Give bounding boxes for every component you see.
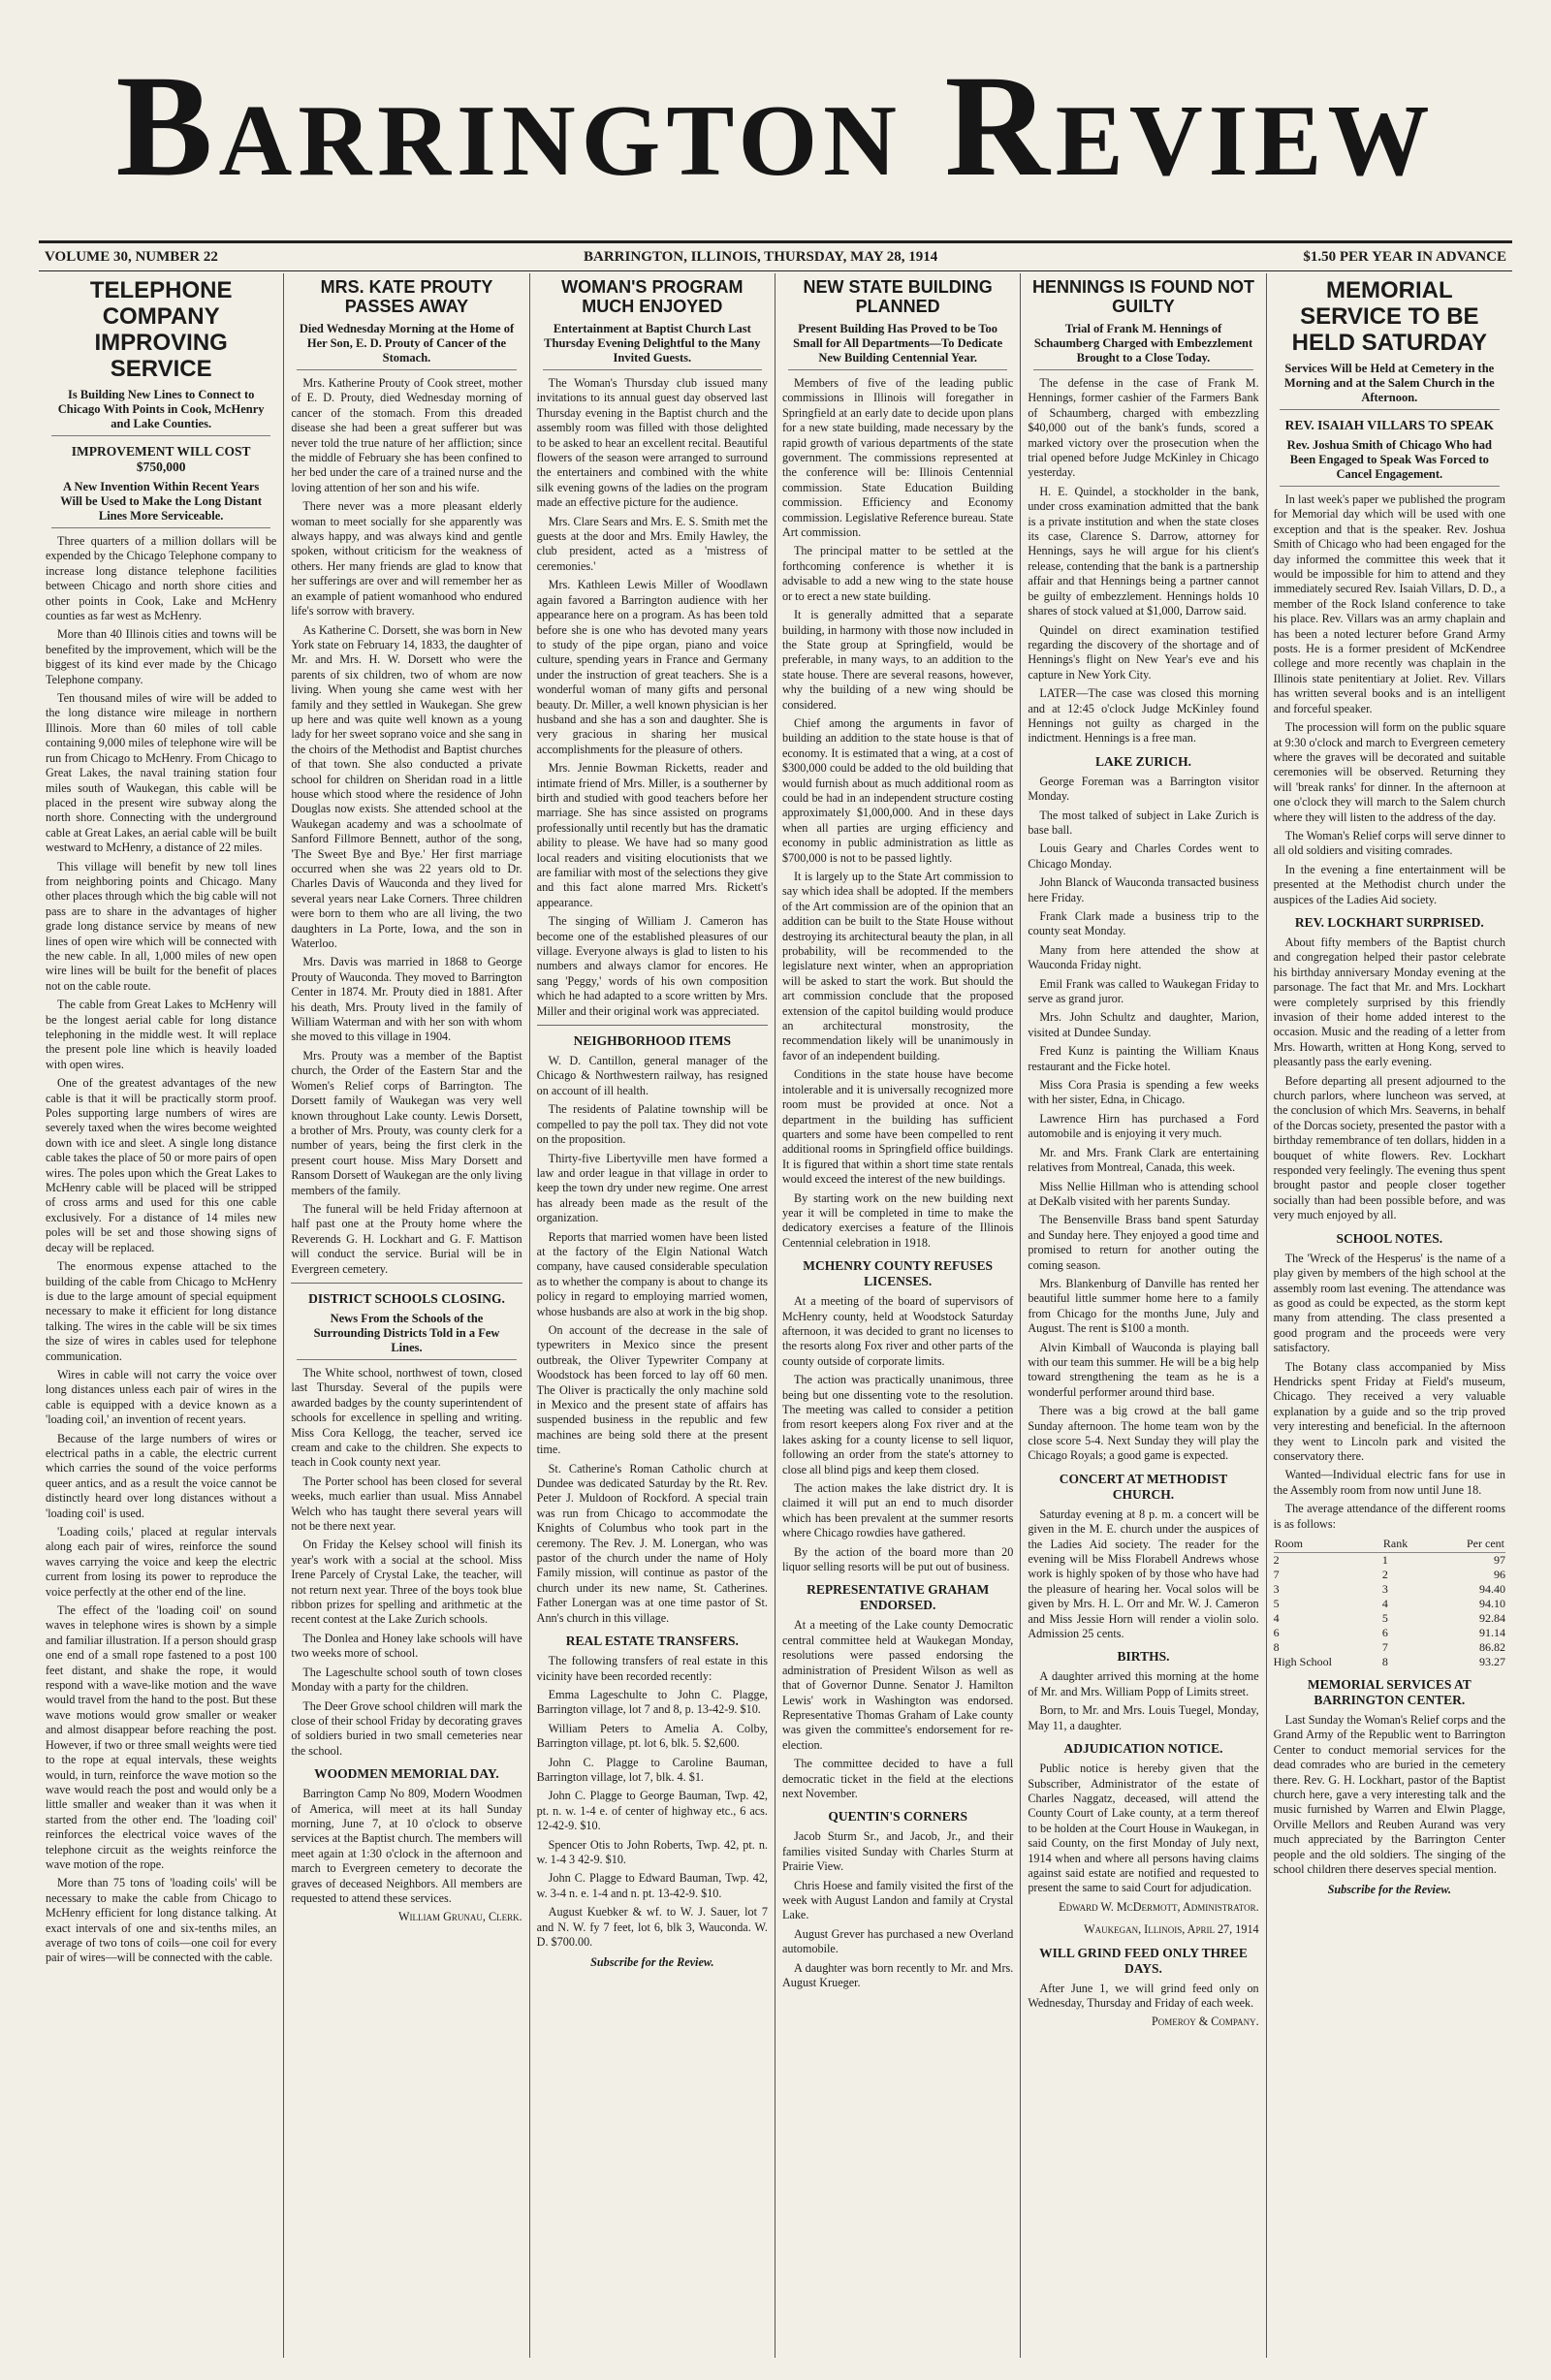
subscribe-notice: Subscribe for the Review. [1327, 1883, 1452, 1897]
memorial-deck: Services Will be Held at Cemetery in the Morning and at the Salem Church in the Afternoon. [1280, 362, 1500, 410]
paragraph: Louis Geary and Charles Cordes went to Chicago Monday. [1028, 841, 1259, 871]
paragraph: On Friday the Kelsey school will finish its year's work with a social at the school. Miss Irene Parcely of Crystal Lake, the teacher, will not return next year. Three of the boys took blue ribbon prizes for spelling and arithmetic at the recent contest at the Lake Zurich schools. [291, 1538, 522, 1627]
program-headline: WOMAN'S PROGRAM MUCH ENJOYED [561, 277, 744, 316]
barrington-center-headline: MEMORIAL SERVICES AT BARRINGTON CENTER. [1307, 1677, 1472, 1707]
paragraph: Last Sunday the Woman's Relief corps and the Grand Army of the Republic went to Barrington Center to conduct memorial services for the dead comrades who are buried in the cemetery there. Rev. G. H. Lockhart, pastor of the Baptist church here, gave a very interesting talk and the music furnished by Warren and Elwin Plagge, Orville Mellors and Reuben Aurand was very much appreciated by the Barrington Center people and the old soldiers. The singing of the school children there deserves special mention. [1273, 1713, 1505, 1877]
hennings-deck: Trial of Frank M. Hennings of Schaumberg Charged with Embezzlement Brought to a Close Today. [1033, 322, 1252, 370]
paragraph: The Porter school has been closed for several weeks, much earlier than usual. Miss Annabel Welch who has taught there several years will not be there next year. [291, 1474, 522, 1534]
table-cell: 91.14 [1478, 1626, 1505, 1639]
mchenry-headline: MCHENRY COUNTY REFUSES LICENSES. [803, 1258, 994, 1289]
column-1 [39, 273, 284, 2358]
paragraph: A daughter was born recently to Mr. and Mrs. August Krueger. [781, 1960, 1014, 1989]
concert-headline: CONCERT AT METHODIST CHURCH. [1059, 1471, 1228, 1502]
paragraph: Barrington Camp No 809, Modern Woodmen of America, will meet at its hall Sunday morning, June 7, at 10 o'clock to observe services at the Baptist church. The members will meet again at 1:30 o'clock in the afternoon and march to Evergreen cemetery to decorate the graves of deceased Neighbors. All members are requested to attend these services. [291, 1787, 522, 1905]
graham-headline: REPRESENTATIVE GRAHAM ENDORSED. [807, 1582, 990, 1613]
paragraph: The Lageschulte school south of town closes Monday with a party for the children. [291, 1665, 522, 1695]
signature: Edward W. McDermott, Administrator. [1059, 1899, 1259, 1914]
table-cell: 92.84 [1478, 1611, 1505, 1625]
paragraph: In the evening a fine entertainment will be presented at the Methodist church under the auspices of the Ladies Aid society. [1273, 862, 1505, 906]
table-cell: 94.40 [1478, 1582, 1505, 1596]
table-cell: 93.27 [1478, 1655, 1505, 1668]
paragraph: Born, to Mr. and Mrs. Louis Tuegel, Monday, May 11, a daughter. [1028, 1703, 1259, 1732]
transfer-item: William Peters to Amelia A. Colby, Barrington village, pt. lot 6, blk. 5. $2,600. [536, 1721, 768, 1751]
program-deck: Entertainment at Baptist Church Last Thursday Evening Delightful to the Many Invited Guests. [543, 322, 762, 370]
paragraph: The 'Wreck of the Hesperus' is the name of a play given by members of the high school at the assembly room last evening. The attendance was as good as could be expected, as the storm kept many from attending. The class presented a good program and the proceeds were very satisfactory. [1273, 1251, 1505, 1355]
table-cell: 1 [1381, 1553, 1388, 1567]
table-row [1274, 1640, 1505, 1655]
quentins-corners-headline: QUENTIN'S CORNERS [828, 1809, 967, 1825]
table-cell: 4 [1273, 1611, 1280, 1625]
paragraph: The Woman's Thursday club issued many invitations to its annual guest day observed last Thursday evening in the Baptist church and the assembly room was filled with those delighted to be asked to hear an excellent recital. Beautiful flowers of the season were arranged to surround the entertainers and combined with the white silk evening gowns of the ladies on the program made an effective picture for the audience. [536, 376, 768, 510]
paragraph: By starting work on the new building next year it will be completed in time to make the dedicatory exercises a feature of the Illinois Centennial celebration in 1918. [781, 1190, 1014, 1250]
paragraph: The Donlea and Honey lake schools will have two weeks more of school. [291, 1631, 522, 1661]
paragraph: By the action of the board more than 20 liquor selling resorts will be put out of business. [781, 1544, 1014, 1574]
obituary-deck: Died Wednesday Morning at the Home of Her Son, E. D. Prouty of Cancer of the Stomach. [297, 322, 516, 370]
paragraph: John Blanck of Wauconda transacted business here Friday. [1028, 875, 1259, 904]
paragraph: The average attendance of the different rooms is as follows: [1273, 1502, 1505, 1531]
state-building-headline: NEW STATE BUILDING PLANNED [803, 277, 993, 316]
table-row [1274, 1655, 1505, 1669]
paragraph: There was a big crowd at the ball game Sunday afternoon. The home team won by the close score 5-4. Next Sunday they will play the Chicago Royals; a good game is expected. [1028, 1404, 1259, 1463]
villars-headline: REV. ISAIAH VILLARS TO SPEAK [1284, 418, 1495, 432]
paragraph: Reports that married women have been listed at the factory of the Elgin National Watch company, have caused considerable speculation as to whether the company is about to change its policy in regard to employing married women, whose husbands are also at work in the big shop. [536, 1229, 768, 1318]
villars-deck: Rev. Joshua Smith of Chicago Who had Been Engaged to Speak Was Forced to Cancel Engagement. [1280, 438, 1500, 487]
paragraph: The committee decided to have a full democratic ticket in the field at the elections next November. [781, 1757, 1014, 1800]
article-columns [39, 273, 1512, 2358]
school-notes-headline: SCHOOL NOTES. [1336, 1230, 1443, 1246]
paragraph: One of the greatest advantages of the new cable is that it will be practically storm proof. Poles supporting large numbers of wires are severely taxed when the wires become weighted down with ice and sleet. A single long distance cable takes the place of 50 or more pairs of open wires. The poles upon which the Great Lakes to McHenry cable will be placed will be stripped of cross arms and used for this one cable exclusively. For a distance of 14 miles new poles will be set and those showing signs of decay will be replaced. [46, 1076, 277, 1254]
paragraph: The Bensenville Brass band spent Saturday and Sunday here. They enjoyed a good time and promised to return for another outing the coming season. [1028, 1213, 1259, 1272]
paragraph: Mrs. Jennie Bowman Ricketts, reader and intimate friend of Mrs. Miller, is a southerner by birth and studied with good teachers before her marriage. She has since assisted on programs professionally until recently but has the dramatic ability to please. We have had so many good local readers and visiting elocutionists that we are familiar with most of the selections they give and this fact alone marred Mrs. Rickett's appearance. [536, 761, 768, 909]
paragraph: Mrs. Prouty was a member of the Baptist church, the Order of the Eastern Star and the Women's Relief corps of Barrington. The Dorsett family of Waukegan was very well known throughout Lake county. Lewis Dorsett, a brother of Mrs. Prouty, was county clerk for a number of years, being the first clerk in the present court house. Miss Mary Dorsett and Ransom Dorsett of Waukegan are the only living members of the family. [291, 1048, 522, 1197]
table-cell: 5 [1273, 1597, 1280, 1610]
paragraph: This village will benefit by new toll lines from neighboring points and Chicago. Many other places through which the big cable will not pass are to share in the advantages of higher grade long distance service by means of new lines of open wire which will be connected with the new cable. In all, 1,000 miles of new open wire lines will be built for the benefit of places not on the cable route. [46, 859, 277, 993]
paragraph: About fifty members of the Baptist church and congregation helped their pastor celebrate his birthday anniversary Monday evening at the parsonage. The fact that Mr. and Mrs. Lockhart were completely surprised by this friendly invasion of their home added interest to the occasion. Music and the reading of a letter from Mrs. Howarth, written at Hong Kong, served to pleasantly pass the early evening. [1273, 935, 1505, 1069]
table-header: Rank [1382, 1536, 1432, 1553]
paragraph: Lawrence Hirn has purchased a Ford automobile and is enjoying it very much. [1028, 1111, 1259, 1141]
paragraph: Jacob Sturm Sr., and Jacob, Jr., and their families visited Sunday with Charles Sturm at Prairie View. [781, 1829, 1014, 1874]
paragraph: The Deer Grove school children will mark the close of their school Friday by decorating graves of soldiers buried in two small cemeteries near the school. [291, 1698, 522, 1758]
table-row [1274, 1597, 1505, 1611]
paragraph: The singing of William J. Cameron has become one of the established pleasures of our village. Everyone always is glad to listen to his numbers and always clamor for encores. He sang 'Peggy,' words of his own composition which he had adapted to a score written by Mrs. Miller and their original work was appreciated. [536, 914, 768, 1018]
paragraph: St. Catherine's Roman Catholic church at Dundee was dedicated Saturday by the Rt. Rev. Peter J. Muldoon of Rockford. A special train was run from Chicago to accommodate the Knights of Columbus who took part in the ceremony. The Rev. J. M. Lonergan, who was pastor of the church under the name of Holy Family mission, will continue as pastor of the church under its new name, St. Catherines. Father Lonergan was at one time pastor of St. Ann's church in this village. [536, 1461, 768, 1625]
paragraph: More than 75 tons of 'loading coils' will be necessary to make the cable from Chicago to McHenry efficient for long distance talking. At exact intervals of one and six-tenths miles, an average of two tons of coils—one coil for every pair of wires—will be connected with the cable. [46, 1876, 277, 1965]
table-cell: 6 [1381, 1626, 1388, 1639]
paragraph: The following transfers of real estate in this vicinity have been recorded recently: [536, 1654, 768, 1683]
neighborhood-headline: NEIGHBORHOOD ITEMS [573, 1033, 732, 1049]
table-cell: 8 [1381, 1655, 1388, 1668]
paragraph: Mrs. Davis was married in 1868 to George Prouty of Wauconda. They moved to Barrington Center in 1874. Mr. Prouty died in 1881. After his death, Mrs. Prouty lived in the family of William Waterman and with her son with whom she moved to this village in 1904. [291, 955, 522, 1044]
paragraph: Mrs. Blankenburg of Danville has rented her beautiful little summer home here to a family from Chicago for the months June, July and August. The rent is $100 a month. [1028, 1276, 1259, 1336]
paragraph: The procession will form on the public square at 9:30 o'clock and march to Evergreen cemetery where the graves will be decorated and suitable ceremonies will be observed. Returning they will 'break ranks' for dinner. In the afternoon at one o'clock they will march to the Salem church where they will listen to the address of the day. [1273, 720, 1505, 824]
divider [537, 1025, 768, 1026]
paragraph: Saturday evening at 8 p. m. a concert will be given in the M. E. church under the auspices of the Ladies Aid society. The reader for the evening will be Miss Florabell Andrews whose work is highly spoken of by those who have had the pleasure of hearing her. Vocal solos will be given by Mrs. H. L. Orr and Mr. W. J. Cameron and Miss Jessie Horn will render a violin solo. Admission 25 cents. [1028, 1507, 1259, 1641]
paragraph: The defense in the case of Frank M. Hennings, former cashier of the Farmers Bank of Schaumberg, charged with embezzling $40,000 out of the bank's funds, scored a marked victory over the prosecution when the trial opened before Judge McKinley in Chicago yesterday. [1028, 376, 1259, 480]
table-cell: 3 [1381, 1582, 1388, 1596]
column-2 [284, 273, 529, 2358]
volume-number: VOLUME 30, NUMBER 22 [45, 248, 218, 265]
hennings-headline: HENNINGS IS FOUND NOT GUILTY [1031, 277, 1254, 316]
table-row [1274, 1582, 1505, 1597]
masthead [39, 39, 1512, 233]
paragraph: More than 40 Illinois cities and towns will be benefited by the improvement, which will be the biggest of its kind ever made by the Chicago Telephone company. [46, 627, 277, 686]
paragraph: It is largely up to the State Art commission to say which idea shall be adopted. If the members of the Art commission are of the opinion that an addition can be built to the State House without destroying its architectural beauty the plan, in all probability, will be recommended to the legislature next winter, when an appropriation will be asked to start the work. But should the art commission conclude that the proposed extension of the capitol building would produce an architectural monstrosity, the recommendation likely will be unanimously in favor of an independent building. [781, 870, 1014, 1063]
paragraph: 'Loading coils,' placed at regular intervals along each pair of wires, reinforce the sound waves carrying the voice and keep the electric current from losing its power to reproduce the voice perfectly at the other end of the line. [46, 1525, 277, 1599]
paragraph: W. D. Cantillon, general manager of the Chicago & Northwestern railway, has resigned on account of ill health. [536, 1054, 768, 1097]
paragraph: Mrs. Katherine Prouty of Cook street, mother of E. D. Prouty, died Wednesday morning of cancer of the stomach. From this dreaded disease she had been a great sufferer but was never told the true nature of her affliction; since the middle of February she has been confined to her bed under the care of a trained nurse and the loving attention of her son and his wife. [291, 376, 522, 494]
transfer-item: John C. Plagge to Caroline Bauman, Barrington village, lot 7, blk. 4. $1. [536, 1755, 768, 1784]
table-cell: 2 [1381, 1568, 1388, 1581]
table-row [1274, 1626, 1505, 1640]
table-row [1274, 1553, 1505, 1569]
column-5 [1021, 273, 1266, 2358]
paragraph: Fred Kunz is painting the William Knaus restaurant and the Ficke hotel. [1028, 1044, 1259, 1073]
paragraph: The action makes the lake district dry. It is claimed it will put an end to much disorder which has been prevalent at the summer resorts where Chicago rowdies have gathered. [781, 1481, 1014, 1540]
table-row [1274, 1568, 1505, 1582]
paragraph: Chris Hoese and family visited the first of the week with August Landon and family at Crystal Lake. [781, 1878, 1014, 1922]
schools-deck: News From the Schools of the Surrounding Districts Told in a Few Lines. [297, 1312, 516, 1360]
subscription-price: $1.50 PER YEAR IN ADVANCE [1303, 248, 1506, 265]
table-cell: 94.10 [1478, 1597, 1505, 1610]
table-header: Room [1274, 1536, 1382, 1553]
place-date: BARRINGTON, ILLINOIS, THURSDAY, MAY 28, 1914 [584, 248, 938, 265]
paragraph: George Foreman was a Barrington visitor Monday. [1028, 774, 1259, 804]
paragraph: Thirty-five Libertyville men have formed a law and order league in that village in order to keep the town dry under new regime. One arrest has already been made as the result of the organization. [536, 1151, 768, 1225]
table-cell: 8 [1273, 1640, 1280, 1654]
table-cell: 3 [1273, 1582, 1280, 1596]
paragraph: The funeral will be held Friday afternoon at half past one at the Prouty home where the Reverends G. H. Lockhart and G. F. Mattison will conduct the service. Burial will be in Evergreen cemetery. [291, 1201, 522, 1276]
grind-feed-headline: WILL GRIND FEED ONLY THREE DAYS. [1039, 1945, 1248, 1976]
telephone-cost-subhead: IMPROVEMENT WILL COST $750,000 [71, 444, 251, 474]
paragraph: At a meeting of the board of supervisors of McHenry county, held at Woodstock Saturday afternoon, it was decided to grant no licenses to the resorts along Fox river and other parts of the county outside of corporate limits. [781, 1294, 1014, 1368]
table-row [1274, 1611, 1505, 1626]
state-building-deck: Present Building Has Proved to be Too Small for All Departments—To Dedicate New Building Centennial Year. [788, 322, 1007, 370]
woodmen-headline: WOODMEN MEMORIAL DAY. [314, 1766, 499, 1782]
table-cell: 7 [1381, 1640, 1388, 1654]
paragraph: A daughter arrived this morning at the home of Mr. and Mrs. William Popp of Limits street. [1028, 1669, 1259, 1698]
paragraph: It is generally admitted that a separate building, in harmony with those now included in the State group at Springfield, would be preferable, in many ways, to an addition to the state house. There are several reasons, however, why the building of a new wing should be considered. [781, 608, 1014, 712]
transfer-item: Emma Lageschulte to John C. Plagge, Barrington village, lot 7 and 8, p. 13-42-9. $10. [536, 1687, 768, 1717]
paragraph: Because of the large numbers of wires or electrical paths in a cable, the electric current which carries the sound of the voice performs queer antics, and as a result the voice cannot be distinctly heard over long distances without a 'loading coil' is used. [46, 1431, 277, 1520]
table-cell: 4 [1381, 1597, 1388, 1610]
paragraph: As Katherine C. Dorsett, she was born in New York state on February 14, 1833, the daughter of Mr. and Mrs. H. W. Dorsett who were the parents of six children, two of whom are now living. When young she came west with her family and they settled in Waukegan. She grew up here and was quite well known as a young lady for her sweet soprano voice and she sang in the choirs of the Methodist and Baptist churches of that town. She also conducted a private school for children on Sheridan road in a little house which stood where the residence of John Douglas now exists. She attended school at the Waukegan academy and was a schoolmate of Sanford Fillmore Bennett, author of the song, 'The Sweet Bye and Bye.' Her first marriage occurred when she was 22 years old to Dr. Charles Davis of Wauconda and they lived for several years near Lake Corners. Three children were born to them who are all living, the two daughters in La Porte, Iowa, and the son in Waterloo. [291, 622, 522, 951]
table-cell: 86.82 [1478, 1640, 1505, 1654]
paragraph: Mrs. John Schultz and daughter, Marion, visited at Dundee Sunday. [1028, 1010, 1259, 1039]
paragraph: Three quarters of a million dollars will be expended by the Chicago Telephone company to increase long distance telephone facilities between Chicago and north shore cities and other points in Cook, Lake and McHenry counties as far west as McHenry. [46, 534, 277, 623]
paragraph: Miss Nellie Hillman who is attending school at DeKalb visited with her parents Sunday. [1028, 1179, 1259, 1208]
table-cell: 7 [1273, 1568, 1280, 1581]
table-cell: 96 [1493, 1568, 1505, 1581]
paragraph: In last week's paper we published the program for Memorial day which will be used with one exception and that is the speaker. Rev. Joshua Smith of Chicago who had been engaged for the day informed the committee this week that it would be impossible for him to attend and they immediately secured Rev. Isaiah Villars, D. D., a member of the Rock Island conference to take his place. Rev. Villars was an army chaplain and has been a noted lecturer before Grand Army posts. He is a former president of McKendree college and more recently was chaplain in the Illinois state penitentiary at Joliet. Rev. Villars has written several books and is an intelligent and forceful speaker. [1273, 492, 1505, 715]
paragraph: Wires in cable will not carry the voice over long distances unless each pair of wires in the cable is equipped with a device known as a 'loading coil,' an invention of recent years. [46, 1367, 277, 1427]
paragraph: The Woman's Relief corps will serve dinner to all old soldiers and visiting comrades. [1273, 828, 1505, 858]
paragraph: The residents of Palatine township will be compelled to pay the poll tax. They did not vote on the proposition. [536, 1102, 768, 1147]
transfer-item: August Kuebker & wf. to W. J. Sauer, lot 7 and N. W. fy 7 feet, lot 6, blk 3, Wauconda. W. D. $700.00. [536, 1905, 768, 1949]
paragraph: LATER—The case was closed this morning and at 12:45 o'clock Judge McKinley found Hennings not guilty as charged in the indictment. Hennings is a free man. [1028, 686, 1259, 746]
paragraph: There never was a more pleasant elderly woman to meet socially for she apparently was always happy, and was always kind and gentle spoken, without criticism for the weakness of others. Her many friends are glad to know that her sufferings are over and will remember her as an example of patient womanhood who endured life's sorrow with bravery. [291, 499, 522, 619]
paragraph: Wanted—Individual electric fans for use in the Assembly room from now until June 18. [1273, 1468, 1505, 1497]
paragraph: The enormous expense attached to the building of the cable from Chicago to McHenry is due to the large amount of special equipment necessary to make it efficient for long distance talking. The wires in the cable will be six times the size of wires in cables used for telephone communication. [46, 1259, 277, 1363]
table-cell: 5 [1381, 1611, 1388, 1625]
telephone-deck-2: A New Invention Within Recent Years Will be Used to Make the Long Distant Lines More Serviceable. [51, 480, 270, 528]
paragraph: Miss Cora Prasia is spending a few weeks with her sister, Edna, in Chicago. [1028, 1078, 1259, 1107]
schools-headline: DISTRICT SCHOOLS CLOSING. [308, 1290, 505, 1306]
paragraph: The effect of the 'loading coil' on sound waves in telephone wires is shown by a simple and familiar illustration. If a person should grasp one end of a small rope fastened to a post 100 feet distant, and shake the rope, it would respond with a wave-like motion and the wave would travel from the hand to the post. But these wave motions would grow smaller or weaker and almost disappear before reaching the post. However, if two or three small weights were tied to the rope at equal intervals, these weights would, in turn, reinforce the wave motion so the wave would reach the post and would only be a little smaller and weaker than it was when it started from the other end. The 'loading coil' reinforces the electrical voice waves of the telephone circuit as the weights reinforce the wave motion of the rope. [46, 1603, 277, 1871]
column-4 [776, 273, 1021, 2358]
lockhart-headline: REV. LOCKHART SURPRISED. [1294, 914, 1484, 930]
table-header: Per cent [1432, 1536, 1505, 1553]
paragraph: Conditions in the state house have become intolerable and it is universally recognized more room must be provided at once. Not a department in the building has sufficient quarters and some have been compelled to rent additional rooms in Springfield office buildings. It is figured that within a short time state rentals would exceed the interest of the new buildings. [781, 1067, 1014, 1187]
paragraph: The principal matter to be settled at the forthcoming conference is whether it is advisable to add a new wing to the state house or to erect a new state building. [781, 544, 1014, 603]
paragraph: After June 1, we will grind feed only on Wednesday, Thursday and Friday of each week. [1028, 1981, 1259, 2010]
paragraph: Before departing all present adjourned to the church parlors, where luncheon was served, at the conclusion of which Mrs. Seaverns, in behalf of the Dorcas society, presented the pastor with a birthday remembrance of ten dollars, hidden in a bouquet of white flowers. Rev. Lockhart responded very feelingly. The evening thus spent brought pastor and people closer together socially than had been possible before, and was very much enjoyed by all. [1273, 1073, 1505, 1222]
paragraph: Mrs. Clare Sears and Mrs. E. S. Smith met the guests at the door and Mrs. Emily Hawley, the club president, acted as a 'mistress of ceremonies.' [536, 514, 768, 573]
paragraph: On account of the decrease in the sale of typewriters in Mexico since the present outbreak, the Oliver Typewriter Company at Woodstock has been forced to lay off 60 men. The Oliver is practically the only machine sold in Mexico and the present state of affairs has suspended business in the republic and few machines are being sold there at the present time. [536, 1322, 768, 1457]
adjudication-headline: ADJUDICATION NOTICE. [1063, 1741, 1223, 1757]
column-6 [1267, 273, 1512, 2358]
paragraph: Quindel on direct examination testified regarding the discovery of the shortage and of Hennings's flight on New Year's eve and his capture in New York City. [1028, 622, 1259, 682]
paragraph: H. E. Quindel, a stockholder in the bank, under cross examination admitted that the bank is a private institution and when the state closes its case, Clarence S. Darrow, attorney for Hennings, says he will argue for his client's release, contending that the bank is a partnership affair and that Hennings being a partner cannot be guilty of embezzlement. Hennings holds 10 shares of stock valued at $1,000, Darrow said. [1028, 484, 1259, 619]
transfer-item: John C. Plagge to George Bauman, Twp. 42, pt. n. w. 1-4 e. of center of highway etc., 6 acs. 12-42-9. $10. [536, 1789, 768, 1833]
subscribe-notice: Subscribe for the Review. [590, 1955, 714, 1970]
table-cell: High School [1273, 1655, 1332, 1668]
paragraph: Ten thousand miles of wire will be added to the long distance wire mileage in northern Illinois. More than 60 miles of toll cable containing 9,000 miles of telephone wire will be run from Chicago to McHenry. From Chicago to Great Lakes, the naval training station four miles south of Waukegan, this cable will be placed in the present wire subway along the north shore. Connecting with the underground cable at Great Lakes, an aerial cable will be built westward to McHenry, a distance of 22 miles. [46, 691, 277, 855]
paragraph: Alvin Kimball of Wauconda is playing ball with our team this summer. He will be a big help toward strengthening the team as he is a wonderful performer around third base. [1028, 1340, 1259, 1399]
paragraph: Members of five of the leading public commissions in Illinois will foregather in Springfield at an early date to decide upon plans for a new state building, made necessary by the rapid growth of various departments of the state government. The commissions represented at the conference will be: Illinois Centennial commission. State Education Building commission. Efficiency and Economy commission. Legislative Reference bureau. State Art commission. [781, 376, 1014, 540]
paragraph: The action was practically unanimous, three being but one dissenting vote to the resolution. The meeting was called to consider a petition from resort keepers along Fox river and at the lakes asking for a county license to sell liquor, following an order from the state's attorney to close all blind pigs and keep them closed. [781, 1373, 1014, 1476]
divider [291, 1283, 522, 1284]
paragraph: Emil Frank was called to Waukegan Friday to serve as grand juror. [1028, 976, 1259, 1006]
transfer-item: Spencer Otis to John Roberts, Twp. 42, pt. n. w. 1-4 3 42-9. $10. [536, 1837, 768, 1866]
signature: William Grunau, Clerk. [398, 1910, 522, 1924]
dateline [39, 240, 1512, 271]
births-headline: BIRTHS. [1117, 1649, 1170, 1665]
paragraph: Many from here attended the show at Wauconda Friday night. [1028, 942, 1259, 972]
column-3 [530, 273, 776, 2358]
transfer-item: John C. Plagge to Edward Bauman, Twp. 42, w. 3-4 n. e. 1-4 and n. pt. 13-42-9. $10. [536, 1871, 768, 1900]
memorial-headline: MEMORIAL SERVICE TO BE HELD SATURDAY [1291, 277, 1487, 356]
paragraph: The White school, northwest of town, closed last Thursday. Several of the pupils were awarded badges by the county superintendent of schools for excellence in spelling and writing. Miss Cora Kellogg, the teacher, served ice cream and cake to the children. She expects to teach in Cook county next year. [291, 1365, 522, 1470]
signature-date: Waukegan, Illinois, April 27, 1914 [1084, 1922, 1259, 1937]
table-cell: 6 [1273, 1626, 1280, 1639]
lake-zurich-headline: LAKE ZURICH. [1094, 753, 1191, 769]
telephone-deck: Is Building New Lines to Connect to Chicago With Points in Cook, McHenry and Lake Counties. [51, 388, 270, 436]
newspaper-title: Barrington Review [115, 46, 1436, 206]
paragraph: Public notice is hereby given that the Subscriber, Administrator of the estate of Charles Naggatz, deceased, will attend the County Court of Lake county, at a term thereof to be holden at the Court House in Waukegan, in said County, on the first Monday of July next, 1914 when and where all persons having claims against said estate are notified and requested to present the same to said Court for adjudication. [1028, 1761, 1259, 1895]
table-cell: 2 [1273, 1553, 1280, 1567]
obituary-headline: MRS. KATE PROUTY PASSES AWAY [320, 277, 493, 316]
attendance-table [1274, 1536, 1505, 1669]
paragraph: Mr. and Mrs. Frank Clark are entertaining relatives from Montreal, Canada, this week. [1028, 1145, 1259, 1175]
paragraph: The cable from Great Lakes to McHenry will be the longest aerial cable for long distance telephoning in the middle west. It will replace the present pole line which is heavily loaded with open wires. [46, 998, 277, 1071]
paragraph: At a meeting of the Lake county Democratic central committee held at Waukegan Monday, resolutions were passed endorsing the administration of President Wilson as well as that of Governor Dunne. Senator J. Hamilton Lewis' work in Washington was endorsed. Representative Thomas Graham of Lake county was given the committee's endorsement for re-election. [781, 1618, 1014, 1752]
paragraph: Mrs. Kathleen Lewis Miller of Woodlawn again favored a Barrington audience with her appearance here on a program. As has been told before she is one who has devoted many years to study of the pipe organ, piano and voice culture, spending years in France and Germany under the instruction of great teachers. She is a wonderful woman of many gifts and personal beauty. Dr. Miller, a well known physician is her husband and she has a son and daughter. She is very gracious in sharing her musical accomplishments for the pleasure of others. [536, 578, 768, 756]
paragraph: The Botany class accompanied by Miss Hendricks spent Friday at Field's museum, Chicago. They received a very valuable explanation by a guide and so the trip proved very interesting and beneficial. In the afternoon they went to Lincoln park and visited the conservatory there. [1273, 1359, 1505, 1463]
telephone-headline: TELEPHONE COMPANY IMPROVING SERVICE [89, 277, 233, 382]
paragraph: August Grever has purchased a new Overland automobile. [781, 1926, 1014, 1956]
signature: Pomeroy & Company. [1151, 2015, 1259, 2029]
table-header-row [1274, 1536, 1505, 1553]
paragraph: Frank Clark made a business trip to the county seat Monday. [1028, 909, 1259, 938]
paragraph: Chief among the arguments in favor of building an addition to the state house is that of economy. It is estimated that a wing, at a cost of $300,000 could be added to the old building that would furnish about as much additional room as could be had in an independent structure costing approximately $1,000,000. And in these days when all parties are urging efficiency and economy in public administration as little as $700,000 is not to be passed lightly. [781, 715, 1014, 865]
paragraph: The most talked of subject in Lake Zurich is base ball. [1028, 808, 1259, 837]
real-estate-headline: REAL ESTATE TRANSFERS. [565, 1634, 739, 1649]
table-cell: 97 [1493, 1553, 1505, 1567]
